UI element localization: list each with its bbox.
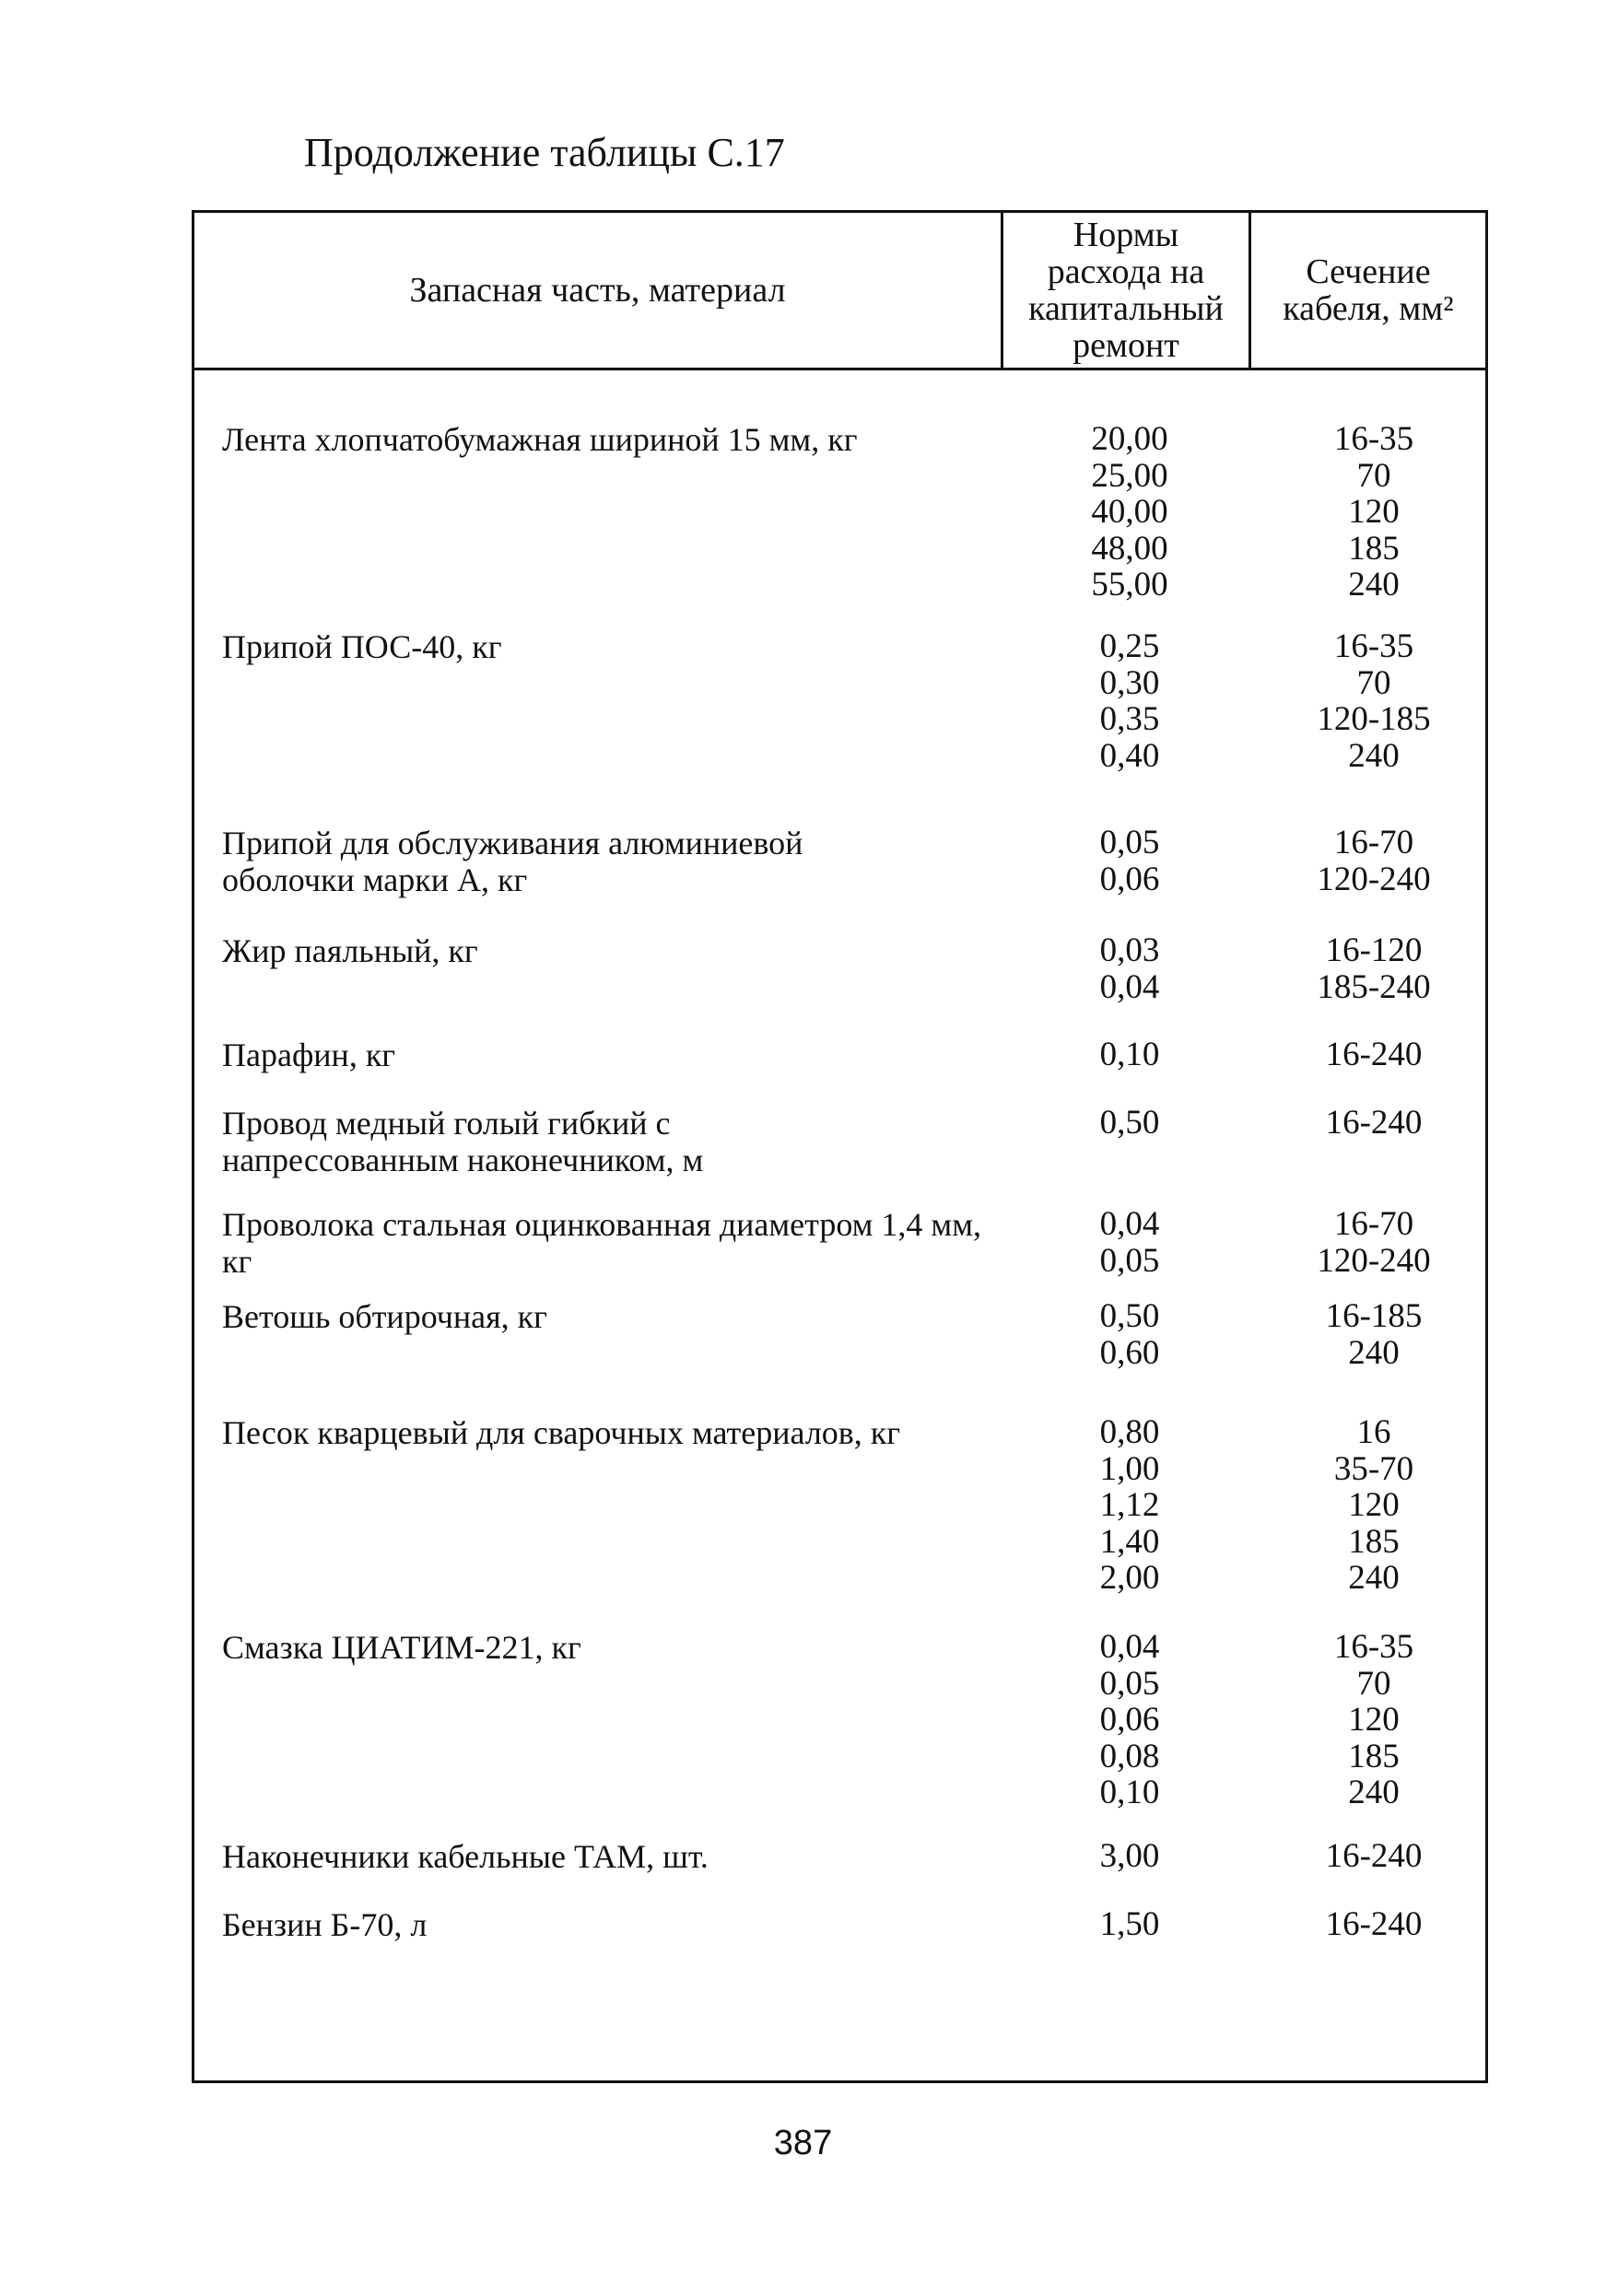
section-value: 16-35 <box>1333 420 1414 458</box>
section-value: 120 <box>1348 1701 1400 1739</box>
norm-value: 0,04 <box>1099 967 1160 1006</box>
norm-value: 0,06 <box>1099 860 1160 898</box>
section-value: 240 <box>1348 1559 1400 1597</box>
norm-values <box>1014 628 1245 774</box>
norm-value: 0,04 <box>1099 1205 1160 1243</box>
norm-value: 0,08 <box>1099 1737 1160 1775</box>
norm-value: 40,00 <box>1091 493 1168 531</box>
norm-value: 0,05 <box>1099 1241 1160 1280</box>
section-value: 16-70 <box>1333 824 1414 861</box>
section-value: 16-35 <box>1333 1628 1414 1666</box>
header-material-label: Запасная часть, материал <box>409 271 786 310</box>
section-values <box>1263 1414 1484 1597</box>
norm-value: 0,05 <box>1099 1664 1160 1703</box>
norm-values <box>1014 932 1245 1005</box>
table-caption: Продолжение таблицы С.17 <box>304 130 785 175</box>
norm-value: 0,10 <box>1099 1036 1160 1073</box>
norm-value: 25,00 <box>1091 456 1168 495</box>
section-values <box>1263 1906 1484 1943</box>
header-norms-line: капитальный <box>1028 289 1224 328</box>
norm-value: 0,50 <box>1099 1297 1160 1335</box>
norm-value: 55,00 <box>1091 566 1168 603</box>
norm-value: 1,12 <box>1099 1486 1160 1524</box>
norm-value: 0,60 <box>1099 1333 1160 1372</box>
norm-value: 0,50 <box>1099 1104 1160 1142</box>
material-name: Проволока стальная оцинкованная диаметром 1,4 мм, кг <box>222 1206 981 1280</box>
section-value: 16-240 <box>1325 1905 1423 1943</box>
section-value: 16 <box>1356 1413 1391 1451</box>
section-value: 185 <box>1348 1737 1400 1775</box>
norm-values <box>1014 1838 1245 1875</box>
norm-value: 0,80 <box>1099 1413 1160 1451</box>
norm-values <box>1014 421 1245 603</box>
norm-value: 0,04 <box>1099 1628 1160 1666</box>
section-value: 120-240 <box>1317 1241 1431 1280</box>
norm-value: 48,00 <box>1091 529 1168 568</box>
section-values <box>1263 1298 1484 1371</box>
material-name: Лента хлопчатобумажная шириной 15 мм, кг <box>222 421 858 458</box>
material-name: Припой ПОС-40, кг <box>222 628 502 665</box>
section-value: 120-240 <box>1317 860 1431 898</box>
section-value: 16-185 <box>1325 1297 1423 1335</box>
section-values <box>1263 1206 1484 1279</box>
section-value: 240 <box>1348 1333 1400 1372</box>
norm-values <box>1014 1037 1245 1073</box>
norm-value: 1,40 <box>1099 1522 1160 1561</box>
section-values <box>1263 932 1484 1005</box>
norm-values <box>1014 1629 1245 1811</box>
section-value: 185 <box>1348 1522 1400 1561</box>
section-value: 185-240 <box>1317 967 1431 1006</box>
section-value: 240 <box>1348 736 1400 775</box>
section-value: 16-240 <box>1325 1104 1423 1142</box>
section-value: 120-185 <box>1317 700 1431 738</box>
norm-values <box>1014 1906 1245 1943</box>
materials-table <box>192 210 1488 2083</box>
section-values <box>1263 628 1484 774</box>
section-values <box>1263 421 1484 603</box>
norm-values <box>1014 1414 1245 1597</box>
section-values <box>1263 1629 1484 1811</box>
section-value: 240 <box>1348 566 1400 603</box>
header-norms-line: расхода на <box>1047 252 1205 291</box>
norm-value: 3,00 <box>1099 1837 1160 1875</box>
norm-value: 1,00 <box>1099 1449 1160 1488</box>
norm-value: 20,00 <box>1091 420 1168 458</box>
header-norms-line: ремонт <box>1073 326 1179 365</box>
material-name: Ветошь обтирочная, кг <box>222 1298 547 1335</box>
material-name: Наконечники кабельные ТАМ, шт. <box>222 1838 709 1875</box>
header-section-line: Сечение <box>1306 252 1431 291</box>
header-norms <box>1001 213 1251 368</box>
norm-values <box>1014 825 1245 897</box>
section-values <box>1263 1105 1484 1142</box>
section-values <box>1263 1037 1484 1073</box>
norm-value: 0,03 <box>1099 931 1160 969</box>
header-material <box>194 213 1001 368</box>
section-value: 120 <box>1348 1486 1400 1524</box>
material-name: Провод медный голый гибкий с напрессованным наконечником, м <box>222 1105 704 1178</box>
section-value: 70 <box>1356 663 1391 702</box>
section-value: 240 <box>1348 1774 1400 1811</box>
norm-value: 1,50 <box>1099 1905 1160 1943</box>
header-section <box>1248 213 1488 368</box>
norm-values <box>1014 1206 1245 1279</box>
material-name: Смазка ЦИАТИМ-221, кг <box>222 1629 581 1666</box>
section-value: 120 <box>1348 493 1400 531</box>
norm-value: 0,25 <box>1099 627 1160 665</box>
norm-value: 2,00 <box>1099 1559 1160 1597</box>
section-value: 16-35 <box>1333 627 1414 665</box>
header-norms-line: Нормы <box>1073 216 1179 254</box>
section-value: 16-240 <box>1325 1837 1423 1875</box>
norm-value: 0,05 <box>1099 824 1160 861</box>
material-name: Бензин Б-70, л <box>222 1906 428 1943</box>
section-value: 70 <box>1356 1664 1391 1703</box>
norm-values <box>1014 1105 1245 1142</box>
section-value: 185 <box>1348 529 1400 568</box>
section-value: 16-120 <box>1325 931 1423 969</box>
norm-value: 0,10 <box>1099 1774 1160 1811</box>
norm-value: 0,06 <box>1099 1701 1160 1739</box>
norm-value: 0,35 <box>1099 700 1160 738</box>
section-value: 16-70 <box>1333 1205 1414 1243</box>
section-values <box>1263 825 1484 897</box>
table-header <box>194 213 1485 370</box>
section-value: 16-240 <box>1325 1036 1423 1073</box>
section-value: 70 <box>1356 456 1391 495</box>
material-name: Песок кварцевый для сварочных материалов, кг <box>222 1414 901 1451</box>
page-number: 387 <box>773 2124 833 2162</box>
section-values <box>1263 1838 1484 1875</box>
header-section-line: кабеля, мм² <box>1283 289 1454 328</box>
norm-value: 0,40 <box>1099 736 1160 775</box>
norm-value: 0,30 <box>1099 663 1160 702</box>
material-name: Припой для обслуживания алюминиевой оболочки марки А, кг <box>222 825 803 898</box>
material-name: Парафин, кг <box>222 1037 396 1073</box>
section-value: 35-70 <box>1333 1449 1414 1488</box>
material-name: Жир паяльный, кг <box>222 932 478 969</box>
norm-values <box>1014 1298 1245 1371</box>
